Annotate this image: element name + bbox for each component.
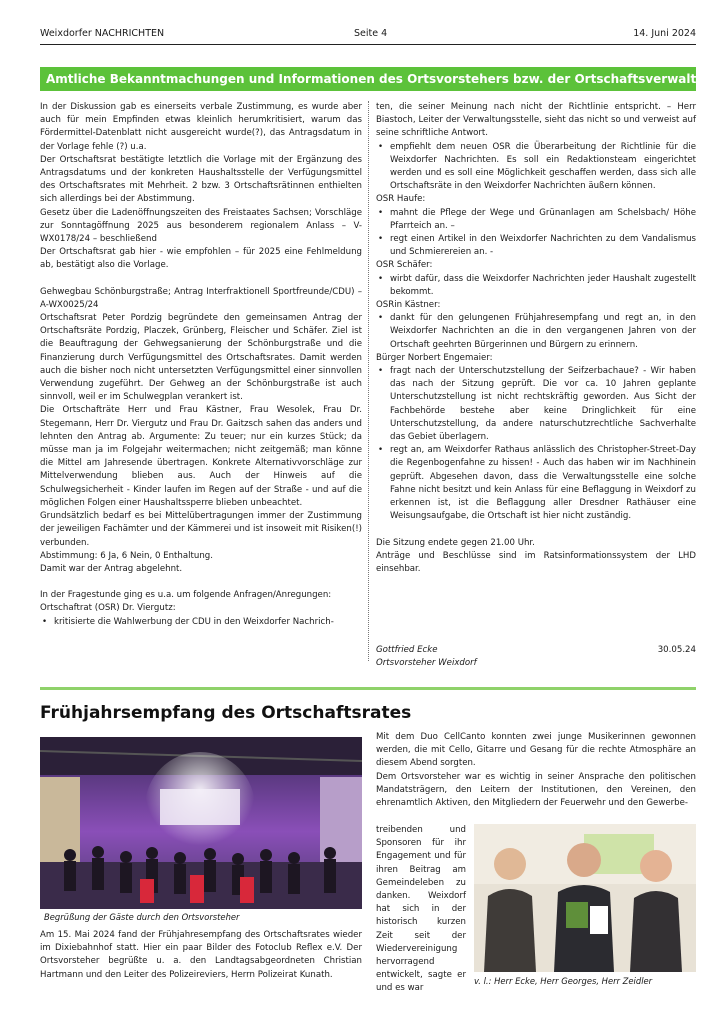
paragraph-spacer [40, 576, 362, 589]
event-hall-image [40, 737, 362, 909]
event-hall-photo [40, 737, 362, 909]
left-paragraph: Damit war der Antrag abgelehnt. [40, 563, 183, 574]
left-paragraph: Gehwegbau Schönburgstraße; Antrag Interfraktionell Sportfreunde/CDU) – A-WX0025/24 [40, 286, 362, 310]
right-bullet-item: • wirbt dafür, dass die Weixdorfer Nachrichten jeder Haushalt zugestellt bekommt. [376, 273, 696, 299]
left-paragraph: Der Ortschaftsrat bestätigte letztlich die Vorlage mit der Ergänzung des Antragsdatums und der konkreten Haushaltsstelle der Verfügungsmittel des Ortschaftsrates mit Mehrheit. 2 bzw. 3 Ortschaftsrätinnen enthielten sich allerdings bei der Abstimmung. [40, 154, 362, 205]
photo2-caption: v. l.: Herr Ecke, Herr Georges, Herr Zeidler [474, 976, 653, 986]
award-photo [474, 824, 696, 972]
article-right-paragraph-1: Mit dem Duo CellCanto konnten zwei junge Musikerinnen gewonnen werden, die mit Cello, Gitarre und Gesang für die rechte Atmosphäre an diesem Abend sorgten. [376, 732, 696, 769]
right-bullet-item: • fragt nach der Unterschutzstellung der Seifzerbachaue? - Wir haben das nach der Sitzung geprüft. Die vor ca. 10 Jahren geplante Unterschutzstellung ist nicht rechtskräftig geworden. Aus Sicht der Fachbehörde bestehe aber keine Dringlichkeit für eine Unterschutzstellung, da andere naturschutzrechtliche Sachverhalte das Gebiet überlagern. [376, 365, 696, 444]
section-banner [40, 67, 722, 91]
right-paragraph: Die Sitzung endete gegen 21.00 Uhr. [376, 537, 535, 548]
signature-name: Gottfried Ecke [376, 645, 438, 655]
right-text-column [376, 101, 696, 576]
page-number: Seite 4 [354, 28, 388, 39]
article-narrow-text: treibenden und Sponsoren für ihr Engagement und für ihren Beitrag am Gemeindeleben zu danken. Weixdorf hat sich in der historisch kurzen Zeit seit der Wiedervereinigung hervorragend entwickelt, sagte er und es war [376, 825, 466, 994]
right-bullet-item: • regt an, am Weixdorfer Rathaus anlässlich des Christopher-Street-Day die Regenbogenfahne zu hissen! - Auch das haben wir im Nachhinein geprüft. Abgesehen davon, dass die Verwaltungsstelle eine solche Fahne nicht besitzt und kein Anlass für eine Beflaggung in Weixdorf zu erkennen ist, ist die Beflaggung aller Dresdner Rathäuser eine Weisungsaufgabe, die Ortschaft ist hier nicht zuständig. [376, 444, 696, 523]
page-header [40, 28, 696, 44]
right-paragraph: Anträge und Beschlüsse sind im Ratsinformationssystem der LHD einsehbar. [376, 550, 696, 574]
left-paragraph: Grundsätzlich bedarf es bei Mittelübertragungen immer der Zustimmung der jeweiligen Fachämter und der Kämmerei und ist insoweit mit Risiken(!) verbunden. [40, 511, 362, 548]
signature-role: Ortsvorsteher Weixdorf [376, 658, 477, 669]
header-divider [40, 44, 696, 45]
right-bullet-item: • mahnt die Pflege der Wege und Grünanlagen am Schelsbach/ Höhe Pfarrteich an. – [376, 207, 696, 233]
article-right-text [376, 731, 696, 810]
left-paragraph: Ortschaftsrat Peter Pordzig begründete den gemeinsamen Antrag der Ortschaftsräte Pordzig, Placzek, Grünberg, Fleischer und Schäfer. Ziel ist die Beauftragung der Gehwegsanierung der Schönburgstraße und die Finanzierung durch Verfügungsmittel des Ortschaftsrates. Damit werden auch die bisher noch nicht untersetzten Verfügungsmittel einer sinnvollen Verwendung zugeführt. Der Gehweg an der Schönburgstraße ist auch sinnvoll, weil er im Schulwegplan verankert ist. [40, 313, 362, 403]
right-bullet-item: • empfiehlt dem neuen OSR die Überarbeitung der Richtlinie für die Weixdorfer Nachrichten. Es soll ein Redaktionsteam eingerichtet werden und es soll eine Möglichkeit geschaffen werden, dass sich alle Ortschaftsräte in den Weixdorfer Nachrichten äußern können. [376, 141, 696, 194]
left-bullet-item: • kritisierte die Wahlwerbung der CDU in den Weixdorfer Nachrich- [40, 616, 362, 629]
publication-name: Weixdorfer NACHRICHTEN [40, 28, 165, 39]
award-image [474, 824, 696, 972]
right-paragraph: OSRin Kästner: [376, 300, 441, 311]
signature-block [376, 644, 696, 670]
article-title: Frühjahrsempfang des Ortschaftsrates [40, 703, 412, 723]
section-divider [40, 687, 696, 690]
issue-date: 14. Juni 2024 [633, 28, 696, 39]
left-paragraph: Die Ortschafträte Herr und Frau Kästner, Frau Wesolek, Frau Dr. Stegemann, Herr Dr. Viergutz und Frau Dr. Gaitzsch sahen das anders und lehnten den Antrag ab. Argumente: Zu teuer; nur ein kurzes Stück; da müsse man ja im Folgejahr weitermachen; nicht zeitgemäß; man könne die Mittel am Jahresende übertragen. Konkrete Alternativvorschläge zur Mittelverwendung blieben aus. Auch der Hinweis auf die Schulwegsicherheit - Kinder laufen im Regen auf der Straße - und auf die möglichen Folgen einer Haushaltssperre blieben unbeachtet. [40, 405, 362, 508]
photo1-caption: Begrüßung der Gäste durch den Ortsvorsteher [44, 912, 240, 922]
article-left-text: Am 15. Mai 2024 fand der Frühjahresempfang des Ortschaftsrates wieder im Dixiebahnhof statt. Hier ein paar Bilder des Fotoclub Reflex e.V. Der Ortsvorsteher begrüßte u. a. den Landtagsabgeordneten Christian Hartmann und den Leiter des Polizeireviers, Herrn Polizeirat Kunath. [40, 930, 362, 980]
right-paragraph: OSR Haufe: [376, 194, 426, 205]
right-paragraph: Bürger Norbert Engemaier: [376, 352, 493, 363]
paragraph-spacer [376, 524, 696, 537]
right-bullet-item: • dankt für den gelungenen Frühjahresempfang und regt an, in den Weixdorfer Nachrichten an die in den vergangenen Jahren von der Ortschaft geehrten Bürgerinnen und Bürgern zu erinnern. [376, 312, 696, 352]
section-banner-title: Amtliche Bekanntmachungen und Informationen des Ortsvorstehers bzw. der Ortschaftsverwaltung [46, 72, 722, 86]
signature-date: 30.05.24 [657, 645, 696, 655]
left-paragraph: In der Fragestunde ging es u.a. um folgende Anfragen/Anregungen: [40, 590, 332, 601]
left-paragraph: Ortschaftrat (OSR) Dr. Viergutz: [40, 603, 176, 614]
paragraph-spacer [40, 273, 362, 286]
left-paragraph: Der Ortschaftsrat gab hier - wie empfohlen – für 2025 eine Fehlmeldung ab, bestätigt also die Vorlage. [40, 247, 362, 271]
left-paragraph: In der Diskussion gab es einerseits verbale Zustimmung, es wurde aber auch für mein Empfinden etwas kleinlich herumkritisiert, warum das Fördermittel-Datenblatt nicht ausgereicht wurde(?), das Antragsdatum in der Vorlage fehle (?) u.a. [40, 102, 362, 152]
left-paragraph: Abstimmung: 6 Ja, 6 Nein, 0 Enthaltung. [40, 550, 213, 561]
left-text-column [40, 101, 362, 629]
right-bullet-item: • regt einen Artikel in den Weixdorfer Nachrichten zu dem Vandalismus und Schmierereien an. - [376, 233, 696, 259]
left-paragraph: Gesetz über die Ladenöffnungszeiten des Freistaates Sachsen; Vorschläge zur Sonntagöffnung 2025 aus besonderem regionalem Anlass – V-WX0178/24 – beschließend [40, 207, 362, 245]
right-paragraph: OSR Schäfer: [376, 260, 433, 271]
article-right-paragraph-2: Dem Ortsvorsteher war es wichtig in seiner Ansprache den politischen Mandatsträgern, den Leitern der Institutionen, den Vereinen, den ehrenamtlich Aktiven, den Mitgliedern der Feuerwehr und den Gewerbe- [376, 771, 696, 809]
right-paragraph: ten, die seiner Meinung nach nicht der Richtlinie entspricht. – Herr Biastoch, Leiter der Verwaltungsstelle, sieht das nicht so und verweist auf seine schriftliche Antwort. [376, 102, 696, 139]
column-divider [368, 101, 369, 661]
